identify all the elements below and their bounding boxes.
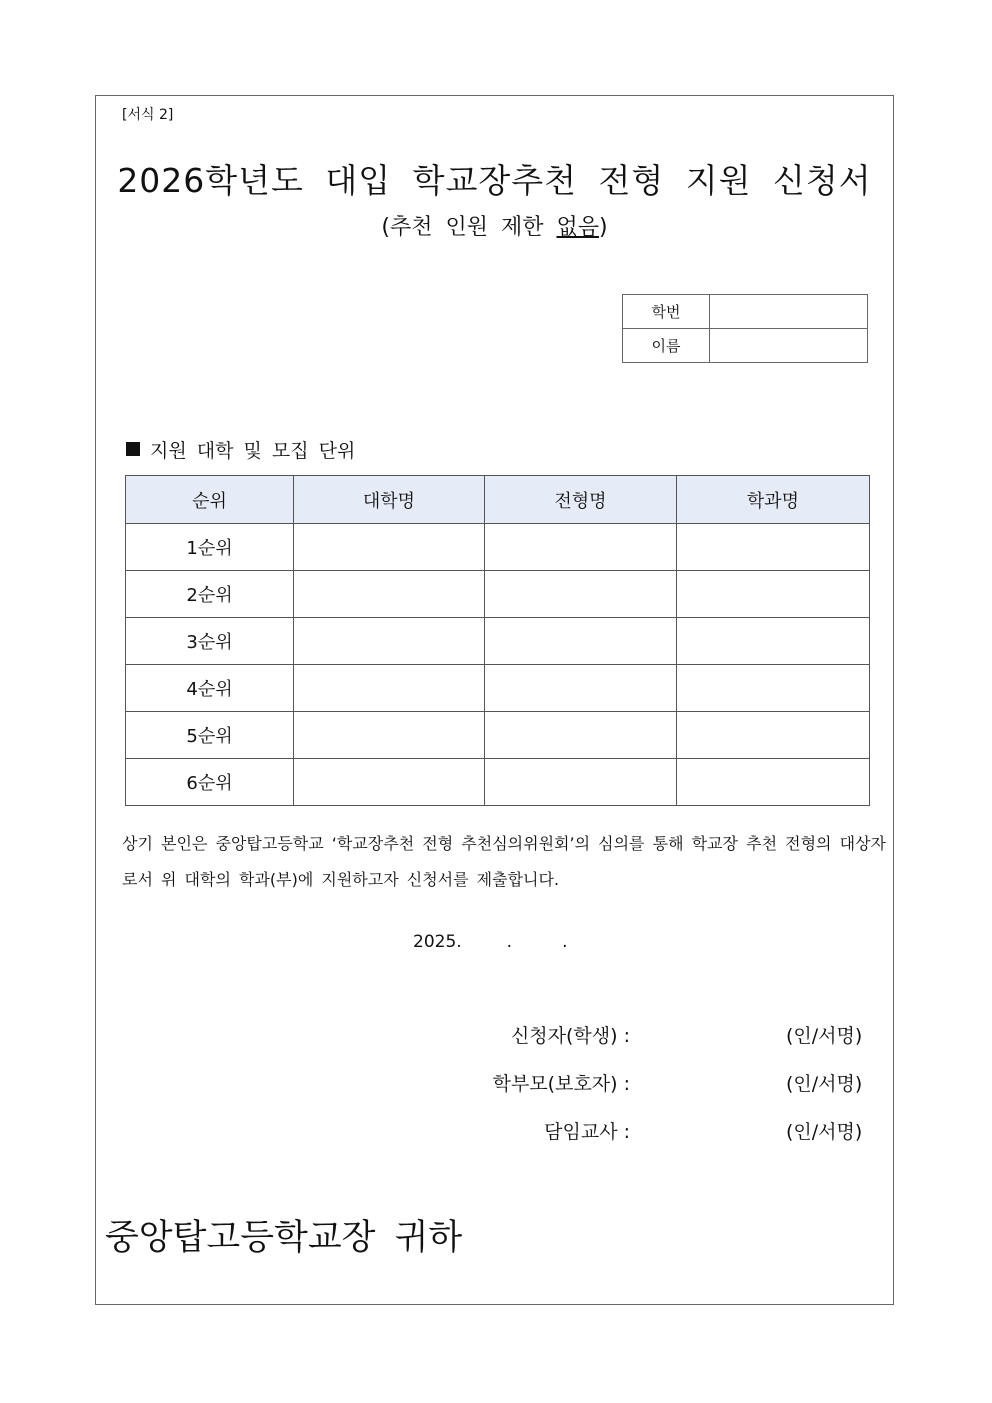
header-university: 대학명 bbox=[294, 476, 485, 524]
department-cell[interactable] bbox=[677, 665, 870, 712]
teacher-signature-label: 담임교사 : bbox=[544, 1121, 630, 1143]
admission-type-cell[interactable] bbox=[485, 712, 677, 759]
department-cell[interactable] bbox=[677, 571, 870, 618]
admission-type-cell[interactable] bbox=[485, 524, 677, 571]
student-no-field[interactable] bbox=[710, 295, 868, 329]
statement-text: 상기 본인은 중앙탑고등학교 ‘학교장추천 전형 추천심의위원회’의 심의를 통해 학교장 추천 전형의 대상자로서 위 대학의 학과(부)에 지원하고자 신청서를 제출합니다. bbox=[122, 834, 886, 889]
subtitle-suffix: ) bbox=[599, 215, 608, 240]
student-no-label: 학번 bbox=[623, 295, 710, 329]
rank-cell: 2순위 bbox=[126, 571, 294, 618]
rank-cell: 4순위 bbox=[126, 665, 294, 712]
rank-cell: 1순위 bbox=[126, 524, 294, 571]
header-admission-type: 전형명 bbox=[485, 476, 677, 524]
date-day-dot: . bbox=[562, 932, 568, 952]
date-line bbox=[413, 932, 567, 952]
university-cell[interactable] bbox=[294, 712, 485, 759]
rank-cell: 6순위 bbox=[126, 759, 294, 806]
section-title-text: 지원 대학 및 모집 단위 bbox=[150, 440, 356, 462]
teacher-signature-field[interactable]: (인/서명) bbox=[786, 1121, 863, 1143]
student-info-table bbox=[622, 294, 868, 363]
rank-cell: 5순위 bbox=[126, 712, 294, 759]
addressee: 중앙탑고등학교장 귀하 bbox=[105, 1218, 463, 1258]
date-year: 2025. bbox=[413, 932, 462, 952]
table-row bbox=[126, 571, 870, 618]
university-cell[interactable] bbox=[294, 759, 485, 806]
table-row bbox=[126, 665, 870, 712]
applicant-signature-field[interactable]: (인/서명) bbox=[786, 1025, 863, 1047]
page-subtitle bbox=[95, 210, 894, 241]
subtitle-prefix: (추천 인원 제한 bbox=[381, 215, 557, 240]
subtitle-underlined: 없음 bbox=[556, 215, 599, 240]
table-row bbox=[126, 618, 870, 665]
square-bullet-icon bbox=[126, 442, 140, 456]
form-code: [서식 2] bbox=[122, 107, 174, 123]
applicant-signature-label: 신청자(학생) : bbox=[510, 1025, 630, 1047]
parent-signature-label: 학부모(보호자) : bbox=[492, 1073, 630, 1095]
rank-cell: 3순위 bbox=[126, 618, 294, 665]
admission-type-cell[interactable] bbox=[485, 618, 677, 665]
admission-type-cell[interactable] bbox=[485, 665, 677, 712]
table-row bbox=[126, 712, 870, 759]
parent-signature-field[interactable]: (인/서명) bbox=[786, 1073, 863, 1095]
department-cell[interactable] bbox=[677, 712, 870, 759]
date-month-dot: . bbox=[506, 932, 513, 952]
university-cell[interactable] bbox=[294, 665, 485, 712]
table-header-row bbox=[126, 476, 870, 524]
table-row bbox=[126, 524, 870, 571]
department-cell[interactable] bbox=[677, 618, 870, 665]
page-title: 2026학년도 대입 학교장추천 전형 지원 신청서 bbox=[117, 161, 872, 200]
admission-type-cell[interactable] bbox=[485, 759, 677, 806]
university-cell[interactable] bbox=[294, 571, 485, 618]
department-cell[interactable] bbox=[677, 759, 870, 806]
university-cell[interactable] bbox=[294, 524, 485, 571]
university-cell[interactable] bbox=[294, 618, 485, 665]
section-title bbox=[126, 436, 355, 463]
application-table bbox=[125, 475, 870, 806]
name-field[interactable] bbox=[710, 329, 868, 363]
header-rank: 순위 bbox=[126, 476, 294, 524]
department-cell[interactable] bbox=[677, 524, 870, 571]
table-row bbox=[126, 759, 870, 806]
header-department: 학과명 bbox=[677, 476, 870, 524]
name-label: 이름 bbox=[623, 329, 710, 363]
admission-type-cell[interactable] bbox=[485, 571, 677, 618]
